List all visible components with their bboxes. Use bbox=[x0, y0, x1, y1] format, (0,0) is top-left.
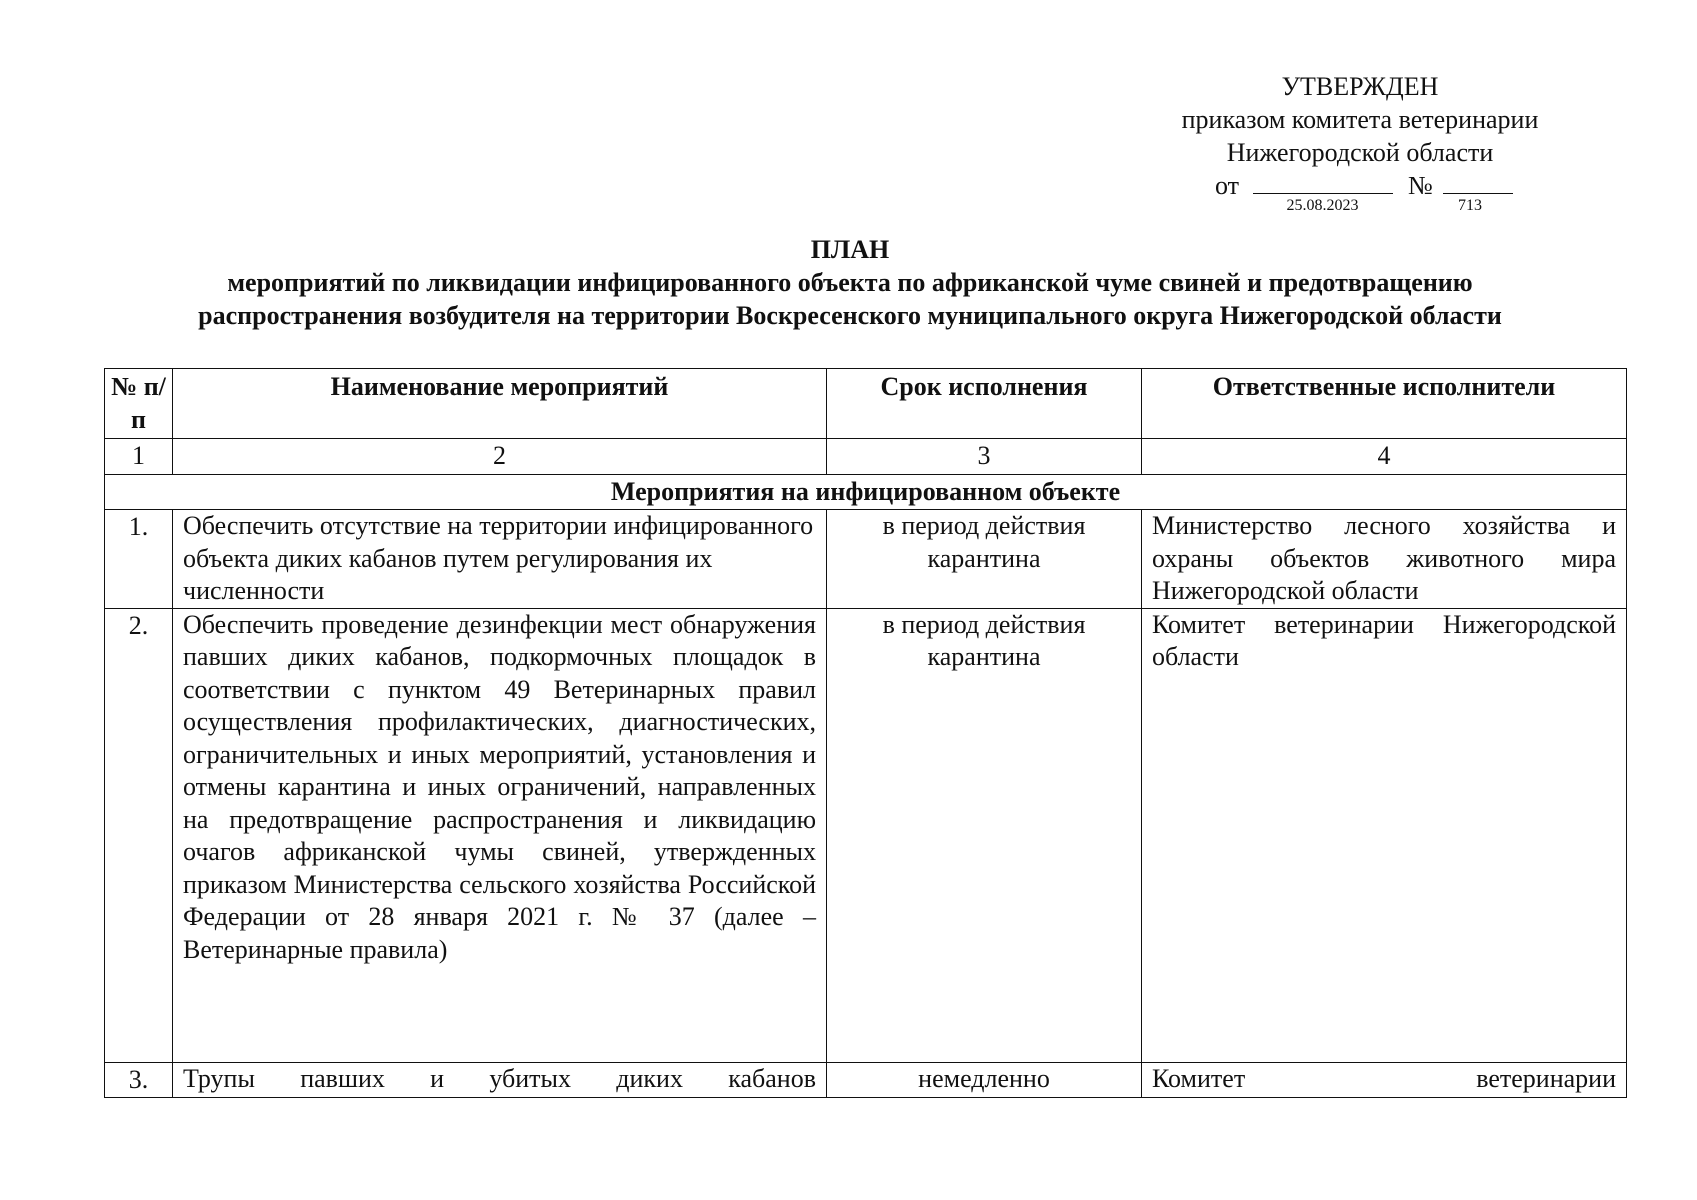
row-responsible: Министерство лесного хозяйства и охраны объектов животного мира Нижегородской области bbox=[1142, 510, 1627, 609]
column-index: 3 bbox=[827, 439, 1142, 475]
header-name: Наименование мероприятий bbox=[173, 369, 827, 439]
title-heading: ПЛАН bbox=[810, 235, 890, 264]
number-label: № bbox=[1408, 171, 1433, 200]
row-term: в период действия карантина bbox=[827, 510, 1142, 609]
header-responsible: Ответственные исполнители bbox=[1142, 369, 1627, 439]
title-line-2: распространения возбудителя на территории Воскресенского муниципального округа Нижегородской области bbox=[198, 301, 1502, 330]
approval-date: 25.08.2023 bbox=[1286, 197, 1359, 214]
row-measure: Обеспечить отсутствие на территории инфицированного объекта диких кабанов путем регулирования их численности bbox=[173, 510, 827, 609]
row-responsible: Комитет ветеринарии bbox=[1142, 1062, 1627, 1098]
row-term: немедленно bbox=[827, 1062, 1142, 1098]
section-title: Мероприятия на инфицированном объекте bbox=[105, 474, 1627, 510]
approval-line-1: приказом комитета ветеринарии bbox=[1181, 105, 1539, 134]
row-term: в период действия карантина bbox=[827, 608, 1142, 1062]
column-number-row bbox=[105, 439, 1627, 475]
approval-date-row bbox=[1150, 169, 1570, 214]
table-row bbox=[105, 510, 1627, 609]
approval-line-2: Нижегородской области bbox=[1226, 138, 1494, 167]
title-line-1: мероприятий по ликвидации инфицированного объекта по африканской чуме свиней и предотвращению bbox=[227, 268, 1473, 297]
approval-block bbox=[1150, 70, 1570, 214]
table-row bbox=[105, 608, 1627, 1062]
row-number: 3. bbox=[105, 1062, 173, 1098]
row-measure: Трупы павших и убитых диких кабанов bbox=[173, 1062, 827, 1098]
header-number: № п/п bbox=[105, 369, 173, 439]
approval-number: 713 bbox=[1458, 197, 1482, 214]
row-measure: Обеспечить проведение дезинфекции мест обнаружения павших диких кабанов, подкормочных площадок в соответствии с пунктом 49 Ветеринарных правил осуществления профилактических, диагностических, ограничительных и иных мероприятий, установления и отмены карантина и иных ограничений, направленных на предотвращение распространения и ликвидацию очагов африканской чумы свиней, утвержденных приказом Министерства сельского хозяйства Российской Федерации от 28 января 2021 г. № 37 (далее – Ветеринарные правила) bbox=[173, 608, 827, 1062]
plan-table bbox=[104, 368, 1627, 1098]
date-underline bbox=[1253, 193, 1393, 194]
row-number: 1. bbox=[105, 510, 173, 609]
header-term: Срок исполнения bbox=[827, 369, 1142, 439]
table-header-row bbox=[105, 369, 1627, 439]
table-row bbox=[105, 1062, 1627, 1098]
column-index: 1 bbox=[105, 439, 173, 475]
from-label: от bbox=[1215, 171, 1240, 200]
row-responsible: Комитет ветеринарии Нижегородской области bbox=[1142, 608, 1627, 1062]
number-underline bbox=[1443, 193, 1513, 194]
section-row bbox=[105, 474, 1627, 510]
document-title bbox=[100, 233, 1600, 332]
column-index: 4 bbox=[1142, 439, 1627, 475]
row-number: 2. bbox=[105, 608, 173, 1062]
approval-status: УТВЕРЖДЕН bbox=[1281, 72, 1439, 101]
column-index: 2 bbox=[173, 439, 827, 475]
